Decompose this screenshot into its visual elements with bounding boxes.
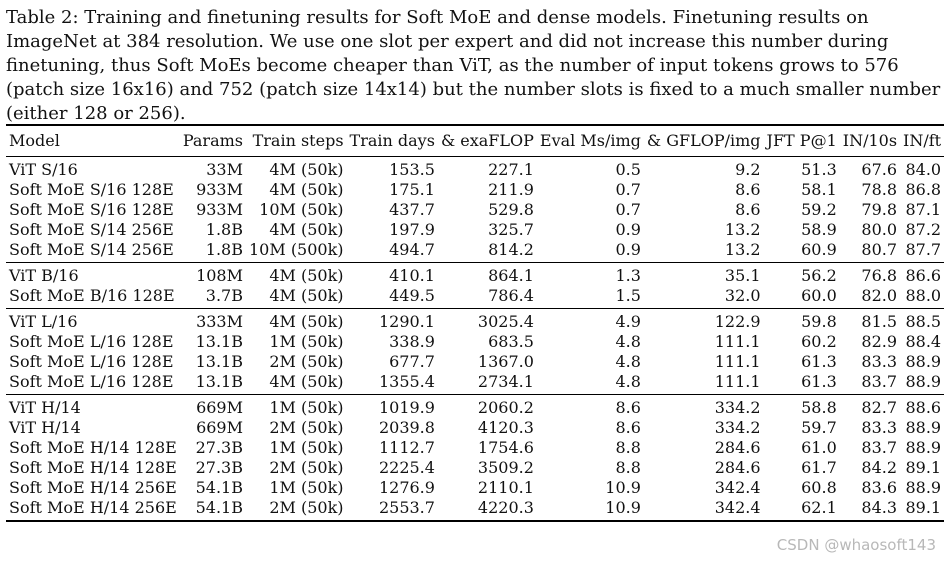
cell-jft: 56.2 — [801, 266, 837, 285]
cell-gflop: 8.6 — [735, 200, 761, 219]
cell-exaflop: 786.4 — [488, 286, 534, 305]
cell-train-days: 1290.1 — [378, 312, 435, 331]
row-group — [6, 395, 944, 522]
cell-train-steps: 10M (50k) — [259, 200, 344, 219]
cell-jft: 60.2 — [801, 332, 837, 351]
table-row — [6, 372, 944, 395]
cell-gflop: 334.2 — [714, 418, 761, 437]
table-row — [6, 157, 944, 181]
table-caption: Table 2: Training and finetuning results for Soft MoE and dense models. Finetuning results on ImageNet at 384 resolution. We use one slot per expert and did not increase this number during finetuning, thus Soft MoEs become cheaper than ViT, as the number of input tokens grows to 576 (patch size 16x16) and 752 (patch size 14x14) but the number slots is fixed to a much smaller number (either 128 or 256). — [6, 7, 941, 124]
cell-gflop: 9.2 — [735, 160, 761, 179]
cell-jft: 59.7 — [801, 418, 837, 437]
cell-train-days: 2225.4 — [378, 458, 435, 477]
cell-in10s: 83.3 — [861, 418, 898, 437]
cell-train-days: 494.7 — [389, 240, 435, 259]
cell-inft: 84.0 — [905, 160, 942, 179]
cell-jft: 58.8 — [801, 398, 837, 417]
cell-in10s: 78.8 — [861, 180, 898, 199]
cell-eval-ms: 8.8 — [615, 458, 641, 477]
cell-train-steps: 4M (50k) — [269, 220, 344, 239]
header-eval-ms: Eval Ms/img — [539, 131, 641, 150]
cell-gflop: 13.2 — [724, 240, 761, 259]
cell-jft: 59.8 — [801, 312, 837, 331]
cell-params: 27.3B — [195, 458, 243, 477]
cell-model: Soft MoE H/14 128E — [9, 458, 177, 477]
cell-gflop: 111.1 — [714, 372, 761, 391]
cell-train-days: 338.9 — [389, 332, 435, 351]
cell-inft: 87.1 — [905, 200, 942, 219]
cell-train-steps: 4M (50k) — [269, 160, 344, 179]
cell-gflop: 122.9 — [714, 312, 761, 331]
cell-jft: 60.9 — [801, 240, 837, 259]
table-row — [6, 286, 944, 309]
cell-in10s: 83.7 — [861, 438, 898, 457]
cell-eval-ms: 10.9 — [605, 498, 641, 517]
header-gflop: & GFLOP/img — [646, 131, 761, 150]
cell-model: ViT S/16 — [9, 160, 78, 179]
cell-jft: 61.0 — [801, 438, 837, 457]
header-in10s: IN/10s — [842, 131, 898, 150]
cell-inft: 89.1 — [905, 458, 942, 477]
header-exaflop: & exaFLOP — [440, 131, 534, 150]
watermark: CSDN @whaosoft143 — [776, 536, 936, 554]
cell-jft: 58.9 — [801, 220, 837, 239]
cell-params: 1.8B — [205, 220, 243, 239]
cell-params: 108M — [196, 266, 243, 285]
cell-model: Soft MoE S/14 256E — [9, 240, 174, 259]
cell-params: 13.1B — [195, 332, 243, 351]
cell-model: ViT H/14 — [9, 398, 81, 417]
cell-exaflop: 814.2 — [488, 240, 534, 259]
cell-exaflop: 4220.3 — [477, 498, 534, 517]
cell-gflop: 111.1 — [714, 352, 761, 371]
cell-train-steps: 2M (50k) — [269, 352, 344, 371]
cell-inft: 88.9 — [905, 352, 942, 371]
cell-eval-ms: 4.8 — [615, 352, 641, 371]
cell-inft: 88.9 — [905, 478, 942, 497]
cell-gflop: 111.1 — [714, 332, 761, 351]
cell-jft: 59.2 — [801, 200, 837, 219]
cell-gflop: 32.0 — [724, 286, 761, 305]
cell-inft: 87.2 — [905, 220, 942, 239]
cell-jft: 60.8 — [801, 478, 837, 497]
cell-train-days: 197.9 — [389, 220, 435, 239]
cell-train-days: 1019.9 — [378, 398, 435, 417]
cell-eval-ms: 0.7 — [615, 200, 641, 219]
cell-model: ViT L/16 — [9, 312, 78, 331]
cell-jft: 62.1 — [801, 498, 837, 517]
cell-inft: 88.6 — [905, 398, 942, 417]
cell-params: 54.1B — [195, 478, 243, 497]
cell-gflop: 334.2 — [714, 398, 761, 417]
results-table — [6, 124, 944, 522]
cell-model: Soft MoE L/16 128E — [9, 332, 174, 351]
cell-inft: 86.8 — [905, 180, 942, 199]
cell-in10s: 84.3 — [861, 498, 898, 517]
cell-eval-ms: 1.5 — [615, 286, 641, 305]
cell-model: Soft MoE H/14 256E — [9, 498, 177, 517]
header-model: Model — [9, 131, 60, 150]
cell-jft: 60.0 — [801, 286, 837, 305]
cell-inft: 87.7 — [905, 240, 942, 259]
table-row — [6, 240, 944, 263]
cell-inft: 86.6 — [905, 266, 942, 285]
cell-params: 33M — [206, 160, 243, 179]
cell-gflop: 35.1 — [724, 266, 761, 285]
cell-train-days: 2553.7 — [378, 498, 435, 517]
cell-train-days: 410.1 — [389, 266, 435, 285]
cell-model: ViT B/16 — [9, 266, 79, 285]
cell-params: 13.1B — [195, 352, 243, 371]
cell-params: 1.8B — [205, 240, 243, 259]
cell-jft: 61.3 — [801, 372, 837, 391]
row-group — [6, 309, 944, 395]
cell-params: 3.7B — [205, 286, 243, 305]
cell-inft: 88.5 — [905, 312, 942, 331]
cell-eval-ms: 0.9 — [615, 240, 641, 259]
cell-train-steps: 1M (50k) — [269, 332, 344, 351]
cell-inft: 88.9 — [905, 418, 942, 437]
cell-in10s: 83.3 — [861, 352, 898, 371]
cell-params: 27.3B — [195, 438, 243, 457]
cell-model: ViT H/14 — [9, 418, 81, 437]
cell-train-steps: 1M (50k) — [269, 478, 344, 497]
table-row — [6, 438, 944, 458]
row-group — [6, 263, 944, 309]
table-row — [6, 309, 944, 333]
header-params: Params — [182, 131, 243, 150]
cell-in10s: 79.8 — [861, 200, 898, 219]
cell-exaflop: 683.5 — [488, 332, 534, 351]
cell-exaflop: 529.8 — [488, 200, 534, 219]
cell-model: Soft MoE S/14 256E — [9, 220, 174, 239]
cell-in10s: 82.7 — [861, 398, 898, 417]
cell-params: 933M — [196, 180, 243, 199]
cell-inft: 88.0 — [905, 286, 942, 305]
cell-eval-ms: 0.7 — [615, 180, 641, 199]
header-jft: JFT P@1 — [766, 131, 837, 150]
cell-jft: 61.7 — [801, 458, 837, 477]
cell-train-days: 677.7 — [389, 352, 435, 371]
cell-gflop: 342.4 — [714, 478, 761, 497]
cell-train-steps: 4M (50k) — [269, 180, 344, 199]
cell-eval-ms: 4.8 — [615, 332, 641, 351]
cell-inft: 88.9 — [905, 438, 942, 457]
cell-train-steps: 1M (50k) — [269, 398, 344, 417]
cell-exaflop: 1754.6 — [477, 438, 534, 457]
cell-model: Soft MoE H/14 128E — [9, 438, 177, 457]
cell-model: Soft MoE S/16 128E — [9, 200, 174, 219]
cell-eval-ms: 4.9 — [615, 312, 641, 331]
cell-exaflop: 1367.0 — [477, 352, 534, 371]
cell-jft: 61.3 — [801, 352, 837, 371]
header-train-days: Train days — [349, 131, 435, 150]
cell-train-steps: 1M (50k) — [269, 438, 344, 457]
table-row — [6, 332, 944, 352]
cell-exaflop: 2110.1 — [477, 478, 534, 497]
cell-train-days: 1355.4 — [378, 372, 435, 391]
cell-params: 669M — [196, 418, 243, 437]
table-row — [6, 418, 944, 438]
cell-train-steps: 10M (500k) — [248, 240, 344, 259]
cell-train-steps: 2M (50k) — [269, 498, 344, 517]
cell-in10s: 84.2 — [861, 458, 898, 477]
cell-model: Soft MoE L/16 128E — [9, 352, 174, 371]
cell-eval-ms: 8.6 — [615, 398, 641, 417]
cell-train-steps: 4M (50k) — [269, 266, 344, 285]
cell-exaflop: 2060.2 — [477, 398, 534, 417]
table-row — [6, 263, 944, 287]
cell-inft: 88.4 — [905, 332, 942, 351]
cell-gflop: 342.4 — [714, 498, 761, 517]
header-row — [6, 125, 944, 157]
cell-train-days: 153.5 — [389, 160, 435, 179]
cell-jft: 51.3 — [801, 160, 837, 179]
cell-in10s: 80.0 — [861, 220, 898, 239]
cell-eval-ms: 8.8 — [615, 438, 641, 457]
cell-inft: 89.1 — [905, 498, 942, 517]
cell-exaflop: 227.1 — [488, 160, 534, 179]
cell-in10s: 82.0 — [861, 286, 898, 305]
header-train-steps: Train steps — [252, 131, 344, 150]
cell-jft: 58.1 — [801, 180, 837, 199]
cell-exaflop: 3025.4 — [477, 312, 534, 331]
cell-exaflop: 2734.1 — [477, 372, 534, 391]
cell-exaflop: 4120.3 — [477, 418, 534, 437]
cell-params: 13.1B — [195, 372, 243, 391]
cell-eval-ms: 4.8 — [615, 372, 641, 391]
table-row — [6, 498, 944, 521]
header-inft: IN/ft — [903, 131, 942, 150]
cell-train-days: 175.1 — [389, 180, 435, 199]
cell-in10s: 83.7 — [861, 372, 898, 391]
cell-train-days: 449.5 — [389, 286, 435, 305]
cell-model: Soft MoE L/16 128E — [9, 372, 174, 391]
cell-eval-ms: 1.3 — [615, 266, 641, 285]
cell-params: 333M — [196, 312, 243, 331]
table-row — [6, 458, 944, 478]
cell-in10s: 67.6 — [861, 160, 898, 179]
cell-train-steps: 2M (50k) — [269, 418, 344, 437]
cell-in10s: 83.6 — [861, 478, 898, 497]
cell-model: Soft MoE H/14 256E — [9, 478, 177, 497]
table-row — [6, 180, 944, 200]
cell-eval-ms: 0.9 — [615, 220, 641, 239]
cell-train-days: 2039.8 — [378, 418, 435, 437]
cell-exaflop: 325.7 — [488, 220, 534, 239]
table-row — [6, 395, 944, 419]
cell-exaflop: 864.1 — [488, 266, 534, 285]
cell-params: 54.1B — [195, 498, 243, 517]
cell-train-days: 1276.9 — [378, 478, 435, 497]
cell-in10s: 81.5 — [861, 312, 898, 331]
cell-exaflop: 211.9 — [488, 180, 534, 199]
cell-gflop: 284.6 — [714, 458, 761, 477]
table-row — [6, 352, 944, 372]
cell-model: Soft MoE S/16 128E — [9, 180, 174, 199]
cell-gflop: 284.6 — [714, 438, 761, 457]
cell-train-days: 437.7 — [389, 200, 435, 219]
cell-exaflop: 3509.2 — [477, 458, 534, 477]
cell-in10s: 82.9 — [861, 332, 898, 351]
cell-train-steps: 4M (50k) — [269, 372, 344, 391]
table-row — [6, 220, 944, 240]
cell-gflop: 13.2 — [724, 220, 761, 239]
cell-train-days: 1112.7 — [378, 438, 435, 457]
cell-model: Soft MoE B/16 128E — [9, 286, 175, 305]
cell-eval-ms: 10.9 — [605, 478, 641, 497]
cell-in10s: 76.8 — [861, 266, 898, 285]
table-row — [6, 478, 944, 498]
cell-params: 669M — [196, 398, 243, 417]
cell-inft: 88.9 — [905, 372, 942, 391]
cell-eval-ms: 8.6 — [615, 418, 641, 437]
cell-train-steps: 2M (50k) — [269, 458, 344, 477]
cell-gflop: 8.6 — [735, 180, 761, 199]
cell-in10s: 80.7 — [861, 240, 898, 259]
table-row — [6, 200, 944, 220]
cell-train-steps: 4M (50k) — [269, 312, 344, 331]
cell-train-steps: 4M (50k) — [269, 286, 344, 305]
cell-params: 933M — [196, 200, 243, 219]
cell-eval-ms: 0.5 — [615, 160, 641, 179]
row-group — [6, 157, 944, 263]
